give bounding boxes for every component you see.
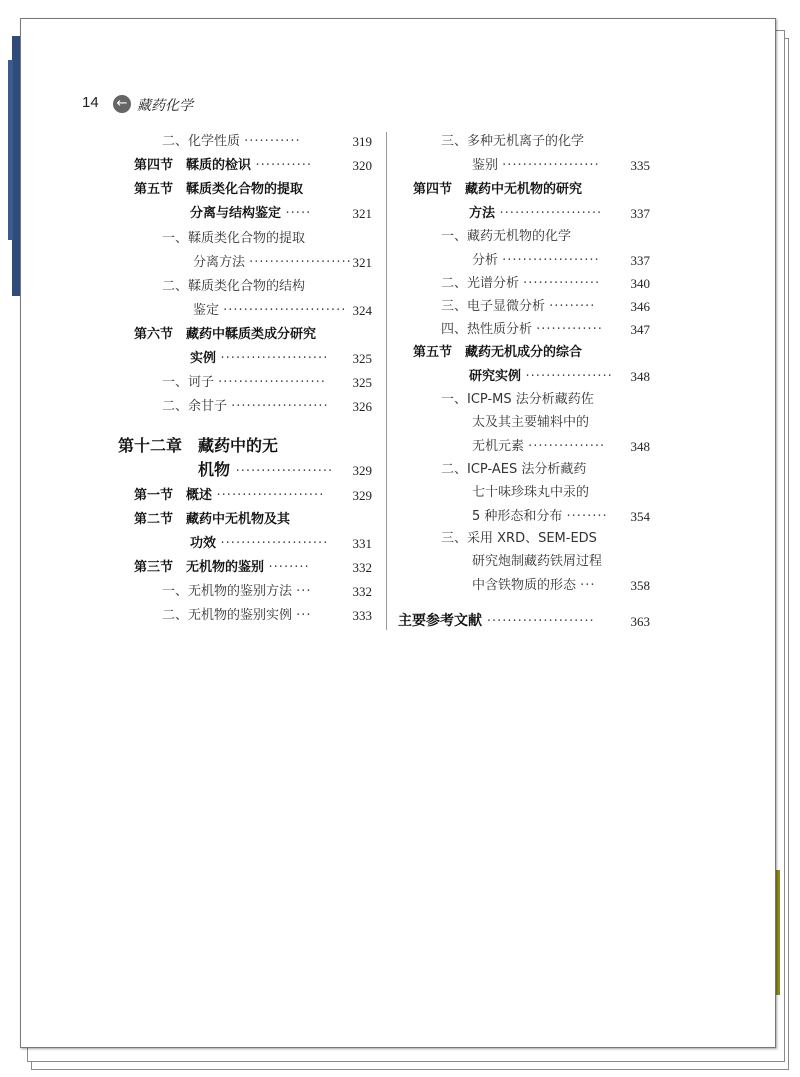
toc-section[interactable]: 第四节 藏药中无机物的研究 bbox=[413, 182, 583, 197]
toc-section-cont[interactable]: 实例 ····················· bbox=[190, 351, 329, 366]
toc-entry-cont[interactable]: 中含铁物质的形态 ··· bbox=[472, 578, 596, 593]
toc-entry-cont[interactable]: 5 种形态和分布 ········ bbox=[472, 509, 608, 524]
toc-entry[interactable]: 二、ICP-AES 法分析藏药 bbox=[441, 462, 587, 477]
toc-page-number: 340 bbox=[630, 276, 650, 291]
toc-entry-cont[interactable]: 研究炮制藏药铁屑过程 bbox=[472, 554, 603, 569]
toc-entry[interactable]: 一、藏药无机物的化学 bbox=[441, 229, 572, 244]
toc-section[interactable]: 第六节 藏药中鞣质类成分研究 bbox=[134, 327, 317, 342]
toc-section[interactable]: 第一节 概述 ····················· bbox=[134, 488, 325, 503]
toc-entry[interactable]: 一、鞣质类化合物的提取 bbox=[162, 231, 306, 246]
column-divider bbox=[386, 132, 387, 630]
toc-entry[interactable]: 一、ICP-MS 法分析藏药佐 bbox=[441, 392, 594, 407]
toc-entry[interactable]: 四、热性质分析 ············· bbox=[441, 322, 603, 337]
toc-entry-cont[interactable]: 鉴定 ························ bbox=[193, 303, 347, 318]
toc-section[interactable]: 第三节 无机物的鉴别 ········ bbox=[134, 560, 310, 575]
toc-entry[interactable]: 二、鞣质类化合物的结构 bbox=[162, 279, 306, 294]
toc-page-number: 319 bbox=[352, 134, 372, 149]
toc-page-number: 321 bbox=[352, 206, 372, 221]
toc-page-number: 325 bbox=[352, 375, 372, 390]
toc-page-number: 320 bbox=[352, 158, 372, 173]
toc-entry-cont[interactable]: 太及其主要辅料中的 bbox=[472, 415, 590, 430]
toc-page-number: 332 bbox=[352, 584, 372, 599]
toc-entry[interactable]: 二、光谱分析 ··············· bbox=[441, 276, 601, 291]
toc-page-number: 348 bbox=[630, 439, 650, 454]
back-arrow-icon: ← bbox=[113, 95, 131, 113]
toc-page-number: 331 bbox=[352, 536, 372, 551]
toc-section[interactable]: 第四节 鞣质的检识 ··········· bbox=[134, 158, 313, 173]
toc-page-number: 325 bbox=[352, 351, 372, 366]
toc-section[interactable]: 第五节 藏药无机成分的综合 bbox=[413, 345, 583, 360]
toc-entry-cont[interactable]: 七十味珍珠丸中汞的 bbox=[472, 485, 590, 500]
toc-entry[interactable]: 三、多种无机离子的化学 bbox=[441, 134, 585, 149]
toc-entry-cont[interactable]: 鉴别 ··················· bbox=[472, 158, 600, 173]
toc-page-number: 326 bbox=[352, 399, 372, 414]
toc-entry[interactable]: 一、诃子 ····················· bbox=[162, 375, 326, 390]
toc-page-number: 358 bbox=[630, 578, 650, 593]
toc-section-cont[interactable]: 研究实例 ················· bbox=[469, 369, 613, 384]
toc-entry[interactable]: 一、无机物的鉴别方法 ··· bbox=[162, 584, 312, 599]
toc-page-number: 332 bbox=[352, 560, 372, 575]
toc-section[interactable]: 第二节 藏药中无机物及其 bbox=[134, 512, 291, 527]
toc-page-number: 363 bbox=[630, 614, 650, 629]
toc-entry[interactable]: 二、余甘子 ··················· bbox=[162, 399, 329, 414]
toc-section-cont[interactable]: 分离与结构鉴定 ····· bbox=[190, 206, 312, 221]
toc-page-number: 329 bbox=[352, 488, 372, 503]
toc-page-number: 346 bbox=[630, 299, 650, 314]
toc-entry[interactable]: 三、电子显微分析 ········· bbox=[441, 299, 596, 314]
toc-page-number: 348 bbox=[630, 369, 650, 384]
toc-page-number: 324 bbox=[352, 303, 372, 318]
toc-page-number: 321 bbox=[352, 255, 372, 270]
toc-page-number: 347 bbox=[630, 322, 650, 337]
toc-page-number: 354 bbox=[630, 509, 650, 524]
toc-entry-cont[interactable]: 分析 ··················· bbox=[472, 253, 600, 268]
toc-entry-cont[interactable]: 无机元素 ··············· bbox=[472, 439, 606, 454]
toc-page-number: 335 bbox=[630, 158, 650, 173]
toc-chapter-cont[interactable]: 机物 ··················· bbox=[198, 460, 334, 479]
toc-section[interactable]: 第五节 鞣质类化合物的提取 bbox=[134, 182, 304, 197]
toc-page-number: 329 bbox=[352, 463, 372, 478]
toc-page-number: 337 bbox=[630, 206, 650, 221]
toc-chapter[interactable]: 第十二章 藏药中的无 bbox=[118, 436, 279, 455]
toc-page-number: 333 bbox=[352, 608, 372, 623]
toc-entry[interactable]: 二、无机物的鉴别实例 ··· bbox=[162, 608, 312, 623]
toc-references[interactable]: 主要参考文献 ····················· bbox=[398, 613, 595, 629]
toc-entry-cont[interactable]: 分离方法 ···················· bbox=[193, 255, 352, 270]
page-number: 14 bbox=[82, 94, 99, 111]
toc-section-cont[interactable]: 功效 ····················· bbox=[190, 536, 329, 551]
book-title: 藏药化学 bbox=[137, 98, 193, 114]
toc-page-number: 337 bbox=[630, 253, 650, 268]
sheet-edge-blue bbox=[8, 60, 13, 240]
toc-entry[interactable]: 三、采用 XRD、SEM-EDS bbox=[441, 531, 597, 546]
toc-entry[interactable]: 二、化学性质 ··········· bbox=[162, 134, 301, 149]
toc-section-cont[interactable]: 方法 ···················· bbox=[469, 206, 603, 221]
